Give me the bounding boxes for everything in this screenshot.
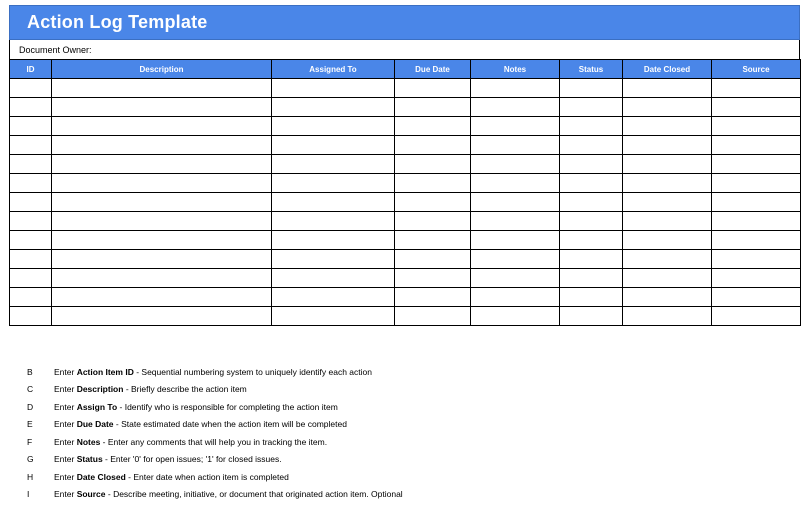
table-cell[interactable] (471, 98, 560, 117)
table-row (10, 212, 801, 231)
table-cell[interactable] (52, 193, 272, 212)
table-cell[interactable] (272, 212, 395, 231)
instruction-description: - Enter date when action item is completed (125, 471, 289, 482)
table-row (10, 155, 801, 174)
table-cell[interactable] (712, 155, 801, 174)
table-cell[interactable] (560, 193, 623, 212)
table-row (10, 269, 801, 288)
table-cell[interactable] (471, 117, 560, 136)
table-cell[interactable] (395, 79, 471, 98)
instruction-letter: C (27, 384, 34, 395)
table-cell[interactable] (623, 98, 712, 117)
table-cell[interactable] (623, 174, 712, 193)
table-cell[interactable] (560, 288, 623, 307)
instruction-prefix: Enter (54, 489, 77, 500)
column-header-description: Description (52, 60, 272, 79)
table-cell[interactable] (52, 250, 272, 269)
table-cell[interactable] (10, 174, 52, 193)
instruction-description: - Identify who is responsible for completing the action item (117, 401, 338, 412)
table-cell[interactable] (712, 269, 801, 288)
table-cell[interactable] (10, 117, 52, 136)
table-cell[interactable] (560, 79, 623, 98)
table-cell[interactable] (712, 307, 801, 326)
table-cell[interactable] (471, 212, 560, 231)
table-cell[interactable] (471, 193, 560, 212)
table-cell[interactable] (10, 79, 52, 98)
table-cell[interactable] (471, 250, 560, 269)
table-cell[interactable] (395, 250, 471, 269)
table-cell[interactable] (471, 79, 560, 98)
instructions-list (0, 363, 809, 503)
table-cell[interactable] (52, 155, 272, 174)
instruction-field-name: Status (76, 454, 103, 465)
instruction-row (0, 451, 809, 469)
table-row (10, 250, 801, 269)
instruction-text (54, 367, 372, 377)
table-cell[interactable] (471, 269, 560, 288)
table-cell[interactable] (712, 193, 801, 212)
instruction-prefix: Enter (54, 419, 77, 430)
instruction-prefix: Enter (54, 384, 77, 395)
table-cell[interactable] (560, 117, 623, 136)
table-row (10, 98, 801, 117)
instruction-field-name: Date Closed (76, 471, 126, 482)
table-cell[interactable] (52, 307, 272, 326)
table-cell[interactable] (52, 231, 272, 250)
instruction-text (54, 384, 247, 394)
table-cell[interactable] (52, 212, 272, 231)
table-cell[interactable] (52, 269, 272, 288)
table-cell[interactable] (272, 288, 395, 307)
table-cell[interactable] (272, 250, 395, 269)
table-cell[interactable] (471, 231, 560, 250)
table-cell[interactable] (395, 288, 471, 307)
table-cell[interactable] (52, 98, 272, 117)
table-row (10, 193, 801, 212)
table-cell[interactable] (272, 117, 395, 136)
instruction-prefix: Enter (54, 401, 77, 412)
instruction-text (54, 437, 327, 447)
table-cell[interactable] (623, 307, 712, 326)
table-cell[interactable] (712, 174, 801, 193)
instruction-text (54, 489, 403, 499)
instruction-text (54, 454, 282, 464)
instruction-letter: G (27, 454, 34, 465)
table-cell[interactable] (272, 307, 395, 326)
table-cell[interactable] (395, 193, 471, 212)
table-cell[interactable] (623, 231, 712, 250)
table-cell[interactable] (395, 307, 471, 326)
instruction-row (0, 416, 809, 434)
instruction-text (54, 402, 338, 412)
instruction-prefix: Enter (54, 454, 77, 465)
instruction-field-name: Assign To (76, 401, 118, 412)
table-cell[interactable] (623, 288, 712, 307)
table-cell[interactable] (272, 174, 395, 193)
table-cell[interactable] (395, 117, 471, 136)
table-cell[interactable] (272, 98, 395, 117)
table-row (10, 307, 801, 326)
table-cell[interactable] (52, 79, 272, 98)
instruction-description: - Enter '0' for open issues; '1' for closed issues. (102, 454, 282, 465)
table-cell[interactable] (471, 155, 560, 174)
table-row (10, 288, 801, 307)
column-header-notes: Notes (471, 60, 560, 79)
table-cell[interactable] (560, 174, 623, 193)
column-header-status: Status (560, 60, 623, 79)
table-cell[interactable] (471, 174, 560, 193)
action-log-table (9, 59, 801, 326)
table-cell[interactable] (560, 307, 623, 326)
table-cell[interactable] (712, 79, 801, 98)
table-cell[interactable] (712, 231, 801, 250)
table-cell[interactable] (712, 136, 801, 155)
table-cell[interactable] (10, 98, 52, 117)
table-cell[interactable] (395, 269, 471, 288)
table-cell[interactable] (395, 174, 471, 193)
instruction-letter: D (27, 401, 34, 412)
table-cell[interactable] (623, 155, 712, 174)
column-header-source: Source (712, 60, 801, 79)
column-header-id: ID (10, 60, 52, 79)
table-cell[interactable] (395, 155, 471, 174)
instruction-row (0, 468, 809, 486)
instruction-field-name: Source (76, 489, 106, 500)
table-cell[interactable] (623, 212, 712, 231)
instruction-field-name: Description (76, 384, 124, 395)
table-body (10, 79, 801, 326)
table-cell[interactable] (272, 231, 395, 250)
instruction-text (54, 472, 289, 482)
document-owner-label: Document Owner: (19, 44, 92, 55)
table-cell[interactable] (471, 288, 560, 307)
table-cell[interactable] (52, 136, 272, 155)
table-cell[interactable] (10, 250, 52, 269)
page-title: Action Log Template (27, 12, 208, 32)
table-cell[interactable] (272, 155, 395, 174)
table-cell[interactable] (623, 269, 712, 288)
table-cell[interactable] (395, 136, 471, 155)
table-cell[interactable] (623, 79, 712, 98)
instruction-letter: H (27, 471, 34, 482)
instruction-description: - Describe meeting, initiative, or document that originated action item. Optional (105, 489, 403, 500)
instruction-description: - Enter any comments that will help you in tracking the item. (100, 436, 328, 447)
table-header-row (10, 60, 801, 79)
instruction-row (0, 433, 809, 451)
document-owner-row[interactable] (9, 40, 800, 59)
table-cell[interactable] (10, 136, 52, 155)
table-cell[interactable] (10, 212, 52, 231)
table-row (10, 117, 801, 136)
table-cell[interactable] (10, 155, 52, 174)
instruction-field-name: Notes (76, 436, 101, 447)
table-cell[interactable] (10, 269, 52, 288)
instruction-description: - Briefly describe the action item (123, 384, 247, 395)
table-cell[interactable] (712, 98, 801, 117)
table-cell[interactable] (560, 212, 623, 231)
instruction-prefix: Enter (54, 366, 77, 377)
instruction-row (0, 486, 809, 504)
table-cell[interactable] (623, 250, 712, 269)
action-log-sheet (9, 5, 800, 326)
table-cell[interactable] (471, 136, 560, 155)
table-cell[interactable] (272, 79, 395, 98)
table-cell[interactable] (395, 212, 471, 231)
instruction-prefix: Enter (54, 471, 77, 482)
instruction-text (54, 419, 347, 429)
instruction-letter: F (27, 436, 33, 447)
column-header-due-date: Due Date (395, 60, 471, 79)
instruction-description: - Sequential numbering system to uniquely identify each action (133, 366, 372, 377)
column-header-assigned-to: Assigned To (272, 60, 395, 79)
title-bar (9, 5, 800, 40)
table-cell[interactable] (272, 193, 395, 212)
table-cell[interactable] (52, 288, 272, 307)
table-row (10, 231, 801, 250)
table-cell[interactable] (471, 307, 560, 326)
column-header-date-closed: Date Closed (623, 60, 712, 79)
instruction-letter: E (27, 419, 33, 430)
table-row (10, 136, 801, 155)
table-cell[interactable] (10, 193, 52, 212)
table-cell[interactable] (560, 231, 623, 250)
table-cell[interactable] (560, 250, 623, 269)
instruction-prefix: Enter (54, 436, 77, 447)
instruction-field-name: Action Item ID (76, 366, 134, 377)
table-row (10, 79, 801, 98)
table-cell[interactable] (272, 269, 395, 288)
table-cell[interactable] (52, 117, 272, 136)
table-row (10, 174, 801, 193)
instruction-row (0, 381, 809, 399)
table-cell[interactable] (560, 98, 623, 117)
table-cell[interactable] (10, 288, 52, 307)
table-cell[interactable] (623, 193, 712, 212)
table-cell[interactable] (623, 136, 712, 155)
table-cell[interactable] (10, 231, 52, 250)
table-cell[interactable] (10, 307, 52, 326)
table-cell[interactable] (395, 231, 471, 250)
table-cell[interactable] (52, 174, 272, 193)
table-cell[interactable] (712, 288, 801, 307)
instruction-row (0, 398, 809, 416)
table-cell[interactable] (623, 117, 712, 136)
table-cell[interactable] (560, 155, 623, 174)
instruction-letter: I (27, 489, 30, 500)
table-cell[interactable] (560, 269, 623, 288)
instruction-row (0, 363, 809, 381)
instruction-description: - State estimated date when the action item will be completed (113, 419, 347, 430)
table-cell[interactable] (712, 117, 801, 136)
table-cell[interactable] (560, 136, 623, 155)
instruction-letter: B (27, 366, 33, 377)
table-cell[interactable] (712, 212, 801, 231)
table-cell[interactable] (712, 250, 801, 269)
table-cell[interactable] (272, 136, 395, 155)
table-cell[interactable] (395, 98, 471, 117)
instruction-field-name: Due Date (76, 419, 114, 430)
